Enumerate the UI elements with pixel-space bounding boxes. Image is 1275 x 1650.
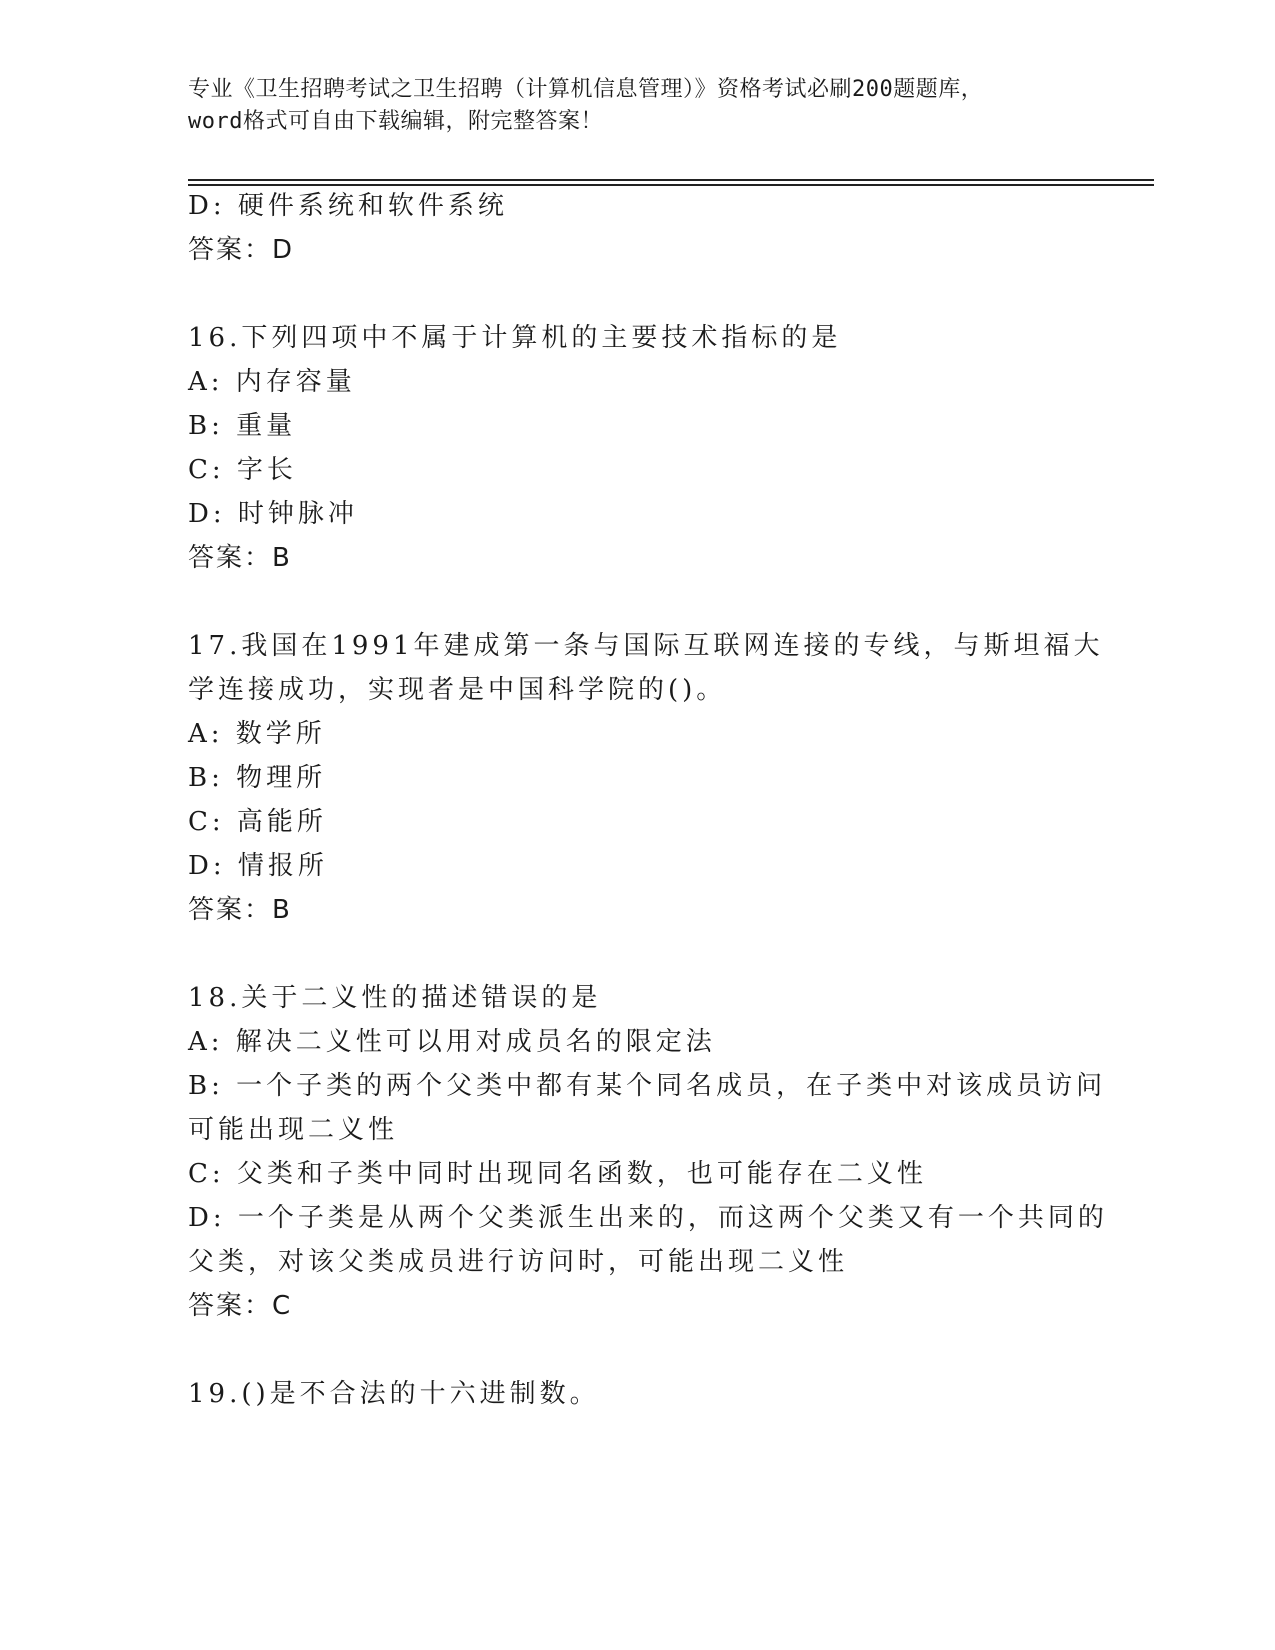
question-18: 18.关于二义性的描述错误的是 (188, 983, 602, 1013)
option-a-q16: A: 内存容量 (188, 367, 356, 397)
option-b-q18-line-1: B: 一个子类的两个父类中都有某个同名成员，在子类中对该成员访问 (188, 1071, 1107, 1101)
option-d-q18-line-2: 父类，对该父类成员进行访问时，可能出现二义性 (188, 1247, 849, 1277)
answer-q15: 答案：D (188, 235, 295, 265)
option-b-q18-line-2: 可能出现二义性 (188, 1115, 399, 1145)
question-17-line-1: 17.我国在1991年建成第一条与国际互联网连接的专线，与斯坦福大 (188, 631, 1104, 661)
answer-q17: 答案：B (188, 895, 292, 925)
option-b-q16: B: 重量 (188, 411, 297, 441)
option-b-q17: B: 物理所 (188, 763, 327, 793)
option-a-q17: A: 数学所 (188, 719, 326, 749)
header-divider-top (188, 179, 1154, 181)
option-d-q16: D: 时钟脉冲 (188, 499, 358, 529)
header-line-2: word格式可自由下载编辑，附完整答案！ (188, 109, 603, 134)
answer-q16: 答案：B (188, 543, 292, 573)
question-16: 16.下列四项中不属于计算机的主要技术指标的是 (188, 323, 842, 353)
question-19: 19.()是不合法的十六进制数。 (188, 1379, 600, 1409)
option-c-q16: C: 字长 (188, 455, 297, 485)
header-divider-bottom (188, 184, 1154, 186)
option-d-q15: D: 硬件系统和软件系统 (188, 191, 508, 221)
option-d-q18-line-1: D: 一个子类是从两个父类派生出来的，而这两个父类又有一个共同的 (188, 1203, 1108, 1233)
option-a-q18: A: 解决二义性可以用对成员名的限定法 (188, 1027, 716, 1057)
question-17-line-2: 学连接成功，实现者是中国科学院的()。 (188, 675, 727, 705)
header-line-1: 专业《卫生招聘考试之卫生招聘（计算机信息管理）》资格考试必刷200题题库， (188, 77, 984, 102)
option-c-q17: C: 高能所 (188, 807, 327, 837)
answer-q18: 答案：C (188, 1291, 293, 1321)
option-c-q18: C: 父类和子类中同时出现同名函数，也可能存在二义性 (188, 1159, 927, 1189)
document-header (188, 74, 1088, 138)
option-d-q17: D: 情报所 (188, 851, 328, 881)
